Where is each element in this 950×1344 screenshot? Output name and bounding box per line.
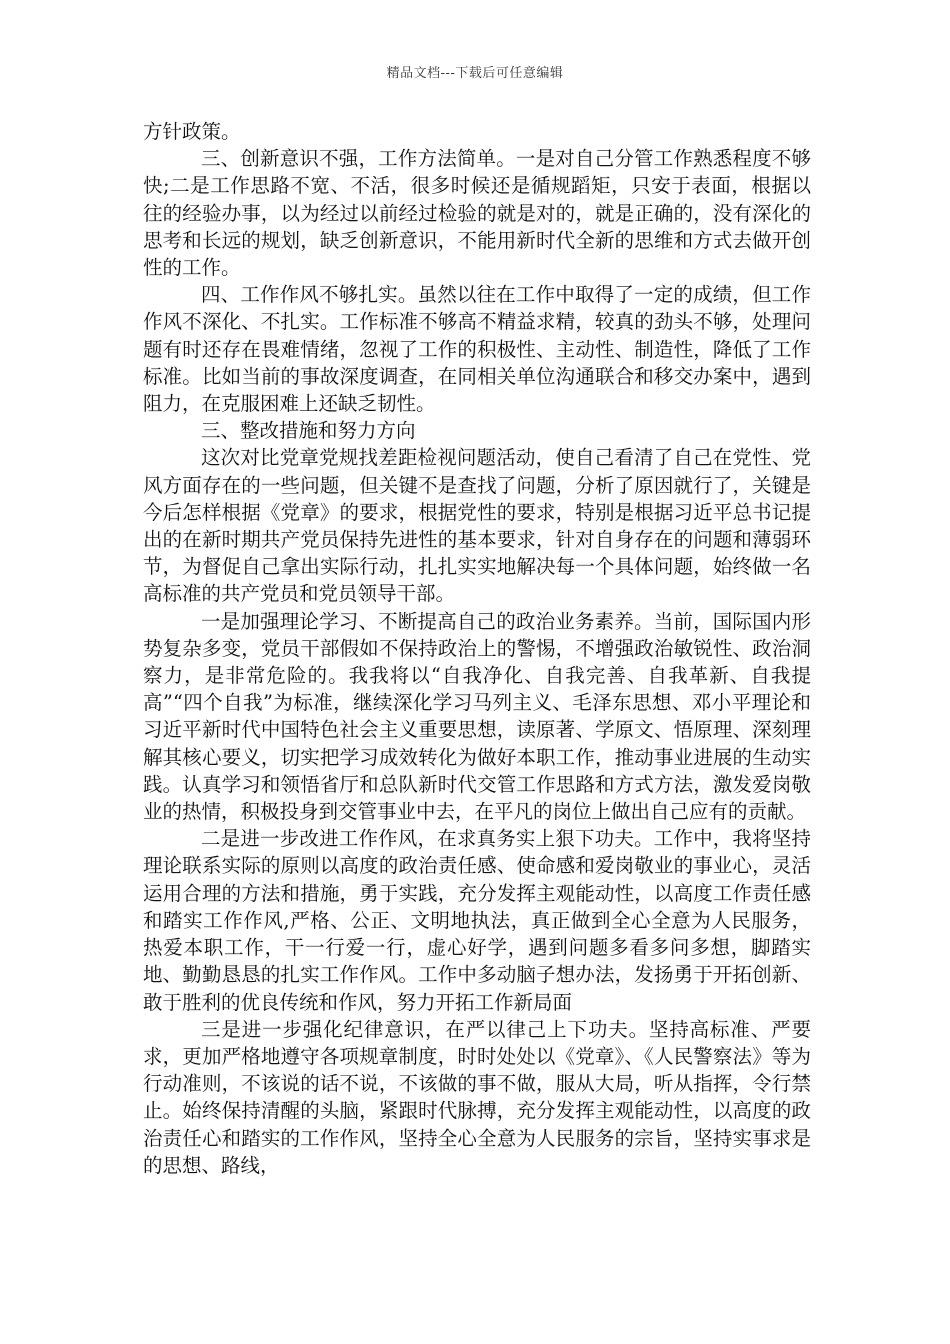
paragraph: 三是进一步强化纪律意识，在严以律己上下功夫。坚持高标准、严要求，更加严格地遵守各项规章制度，时时处处以《党章》、《人民警察法》等为行动准则，不该说的话不说，不该做的事不做，服从大局，听从指挥，令行禁止。始终保持清醒的头脑，紧跟时代脉搏，充分发挥主观能动性，以高度的政治责任心和踏实的工作作风，坚持全心全意为人民服务的宗旨，坚持实事求是的思想、路线， xyxy=(143,1017,811,1177)
paragraph: 一是加强理论学习、不断提高自己的政治业务素养。当前，国际国内形势复杂多变，党员干部假如不保持政治上的警惕，不增强政治敏锐性、政治洞察力，是非常危险的。我我将以“自我净化、自我完善、自我革新、自我提高”“四个自我”为标准，继续深化学习马列主义、毛泽东思想、邓小平理论和习近平新时代中国特色社会主义重要思想，读原著、学原文、悟原理、深刻理解其核心要义，切实把学习成效转化为做好本职工作，推动事业进展的生动实践。认真学习和领悟省厅和总队新时代交管工作思路和方式方法，激发爱岗敬业的热情，积极投身到交管事业中去，在平凡的岗位上做出自己应有的贡献。 xyxy=(143,609,811,824)
paragraph: 三、创新意识不强，工作方法简单。一是对自己分管工作熟悉程度不够快;二是工作思路不宽、不活，很多时候还是循规蹈矩，只安于表面，根据以往的经验办事，以为经过以前经过检验的就是对的，就是正确的，没有深化的思考和长远的规划，缺乏创新意识，不能用新时代全新的思维和方式去做开创性的工作。 xyxy=(143,147,811,280)
paragraph: 二是进一步改进工作作风，在求真务实上狠下功夫。工作中，我将坚持理论联系实际的原则以高度的政治责任感、使命感和爱岗敬业的事业心，灵活运用合理的方法和措施，勇于实践，充分发挥主观能动性，以高度工作责任感和踏实工作作风,严格、公正、文明地执法，真正做到全心全意为人民服务，热爱本职工作，干一行爱一行，虚心好学，遇到问题多看多问多想，脚踏实地、勤勤恳恳的扎实工作作风。工作中多动脑子想办法，发扬勇于开拓创新、敢于胜利的优良传统和作风，努力开拓工作新局面 xyxy=(143,827,811,1014)
paragraph: 方针政策。 xyxy=(143,120,241,143)
paragraph: 这次对比党章党规找差距检视问题活动，使自己看清了自己在党性、党风方面存在的一些问题，但关键不是查找了问题，分析了原因就行了，关键是今后怎样根据《党章》的要求，根据党性的要求，特别是根据习近平总书记提出的在新时期共产党员保持先进性的基本要求，针对自身存在的问题和薄弱环节，为督促自己拿出实际行动，扎扎实实地解决每一个具体问题，始终做一名高标准的共产党员和党员领导干部。 xyxy=(143,446,811,606)
document-body xyxy=(143,118,811,1179)
section-heading: 三、整改措施和努力方向 xyxy=(201,419,416,443)
paragraph: 四、工作作风不够扎实。虽然以往在工作中取得了一定的成绩，但工作作风不深化、不扎实。工作标准不够高不精益求精，较真的劲头不够，处理问题有时还存在畏难情绪，忽视了工作的积极性、主动性、制造性，降低了工作标准。比如当前的事故深度调查，在同相关单位沟通联合和移交办案中，遇到阻力，在克服困难上还缺乏韧性。 xyxy=(143,283,811,416)
page-header: 精品文档---下载后可任意编辑 xyxy=(386,66,564,81)
